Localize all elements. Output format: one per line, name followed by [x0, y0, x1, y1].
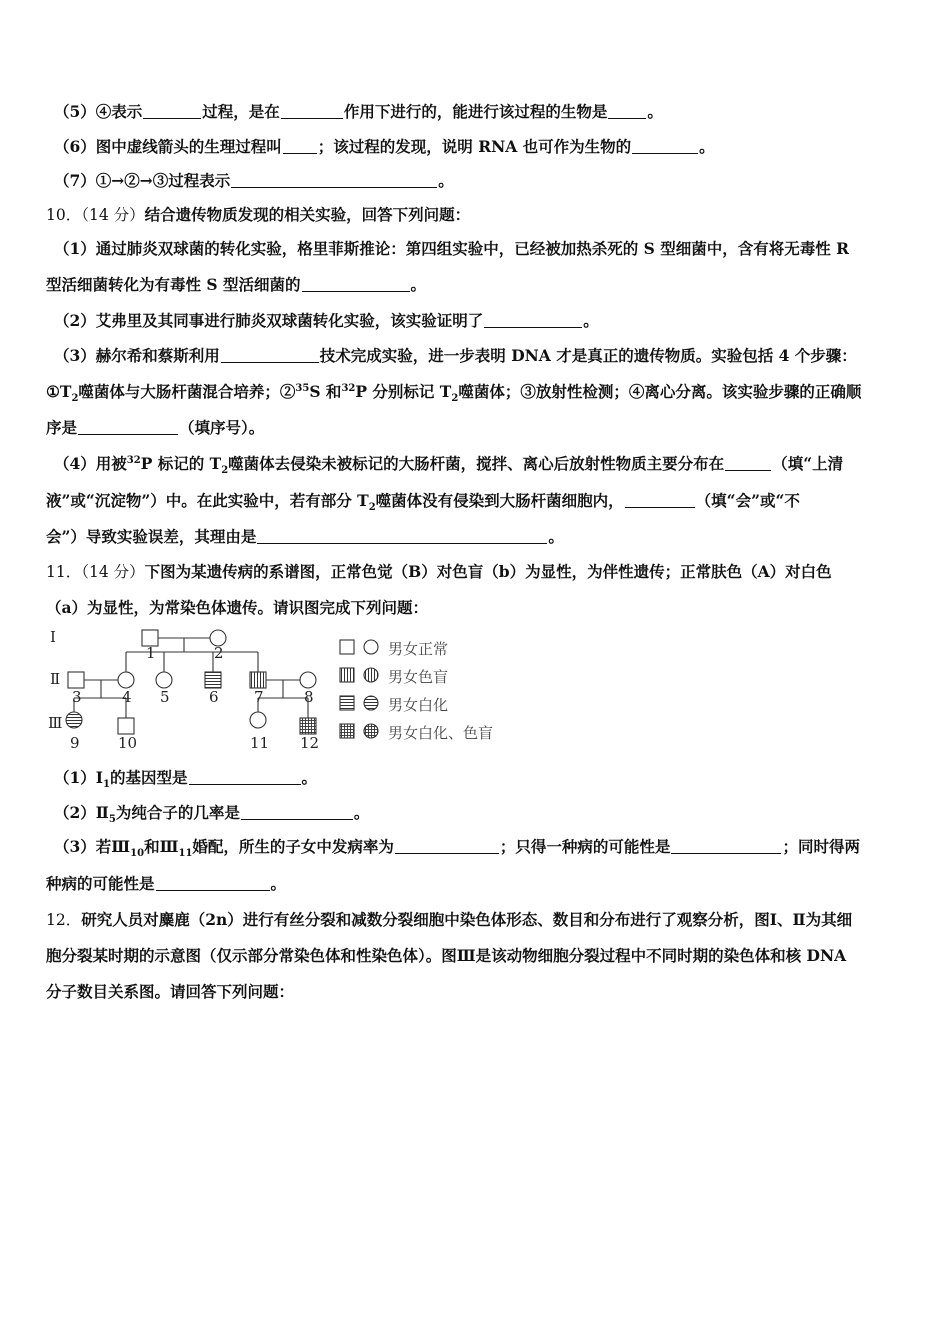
legend-colorblind-female-symbol: [364, 668, 378, 682]
answer-blank: [632, 139, 698, 154]
answer-blank: [78, 420, 178, 435]
answer-blank: [283, 139, 317, 154]
question-text: 结合遗传物质发现的相关实验，回答下列问题：: [144, 205, 471, 224]
text: 。: [699, 137, 715, 156]
text: 技术完成实验，进一步表明 DNA 才是真正的遗传物质。实验包括 4 个步骤：: [319, 346, 857, 365]
text: S 和: [309, 382, 342, 401]
question-text: 研究人员对麋鹿（2n）进行有丝分裂和减数分裂细胞中染色体形态、数目和分布进行了观察分析，图Ⅰ、Ⅱ为其细: [81, 910, 853, 929]
q10-part4-line2: [46, 491, 906, 514]
generation-label-3: Ⅲ: [48, 714, 63, 732]
text: P 分别标记 T: [355, 382, 452, 401]
individual-number-7: 7: [254, 688, 264, 706]
answer-blank: [625, 493, 695, 508]
text: （7）①→②→③过程表示: [54, 171, 231, 190]
q10-part3-line2: [46, 382, 906, 405]
q11-part2: [54, 803, 914, 826]
answer-blank: [156, 876, 270, 891]
superscript: 35: [295, 382, 310, 394]
text: 胞分裂某时期的示意图（仅示部分常染色体和性染色体）。图Ⅲ是该动物细胞分裂过程中不同时期的染色体和核 DNA: [46, 946, 847, 965]
question-number: 10．: [46, 206, 82, 224]
answer-blank: [484, 313, 582, 328]
text: （4）用被: [54, 454, 127, 473]
individual-number-8: 8: [304, 688, 314, 706]
text: 。: [353, 803, 370, 822]
text: ①T: [46, 382, 72, 401]
text: （a）为显性，为常染色体遗传。请识图完成下列问题：: [46, 598, 429, 617]
q12-line2: [46, 946, 906, 966]
q11-part3-line1: [54, 837, 914, 860]
subscript: 2: [368, 502, 376, 514]
answer-blank: [281, 104, 343, 119]
individual-4-female-normal: [118, 672, 134, 688]
legend-albino-male-symbol: [340, 696, 354, 710]
answer-blank: [395, 839, 499, 854]
individual-number-1: 1: [146, 644, 156, 662]
text: 会”）导致实验误差，其理由是: [46, 527, 257, 546]
text: （2）艾弗里及其同事进行肺炎双球菌转化实验，该实验证明了: [54, 311, 484, 330]
text: ；只得一种病的可能性是: [499, 837, 671, 856]
text: 噬菌体与大肠杆菌混合培养；②: [78, 382, 296, 401]
individual-6-male-albino: [205, 672, 221, 688]
legend-colorblind-male-symbol: [340, 668, 354, 682]
individual-7-male-colorblind: [250, 672, 266, 688]
pedigree-figure: [46, 626, 506, 756]
q10-part3-line1: [54, 346, 914, 366]
legend-colorblind: 男女色盲: [388, 668, 449, 686]
individual-12-male-albino-colorblind: [300, 718, 316, 734]
text: 。: [438, 171, 454, 190]
text: P 标记的 T: [140, 454, 222, 473]
individual-9-female-albino: [66, 712, 82, 728]
text: （填序号）。: [179, 418, 265, 437]
subscript: 5: [108, 814, 116, 826]
text: 。: [583, 311, 599, 330]
individual-number-6: 6: [209, 688, 219, 706]
individual-number-3: 3: [72, 688, 82, 706]
q12-line3: [46, 982, 906, 1002]
text: 。: [410, 275, 427, 294]
text: （填“会”或“不: [695, 491, 800, 510]
text: （5）④表示: [54, 102, 143, 121]
subscript: 1: [103, 779, 111, 791]
q9-part6: [54, 137, 914, 157]
q10-part3-line3: [46, 418, 906, 438]
text: （1）Ⅰ: [54, 768, 104, 787]
q11-header-line2: [46, 598, 906, 618]
generation-label-1: Ⅰ: [50, 628, 56, 646]
answer-blank: [231, 173, 437, 188]
answer-blank: [143, 104, 201, 119]
question-score: （14 分）: [81, 206, 145, 224]
legend-both-male-symbol: [340, 724, 354, 738]
legend-both-female-symbol: [364, 724, 378, 738]
answer-blank: [725, 456, 771, 471]
individual-number-11: 11: [250, 734, 270, 752]
q11-part1: [54, 768, 914, 791]
text: 种病的可能性是: [46, 874, 155, 893]
text: 型活细菌转化为有毒性 S 型活细菌的: [46, 275, 301, 294]
individual-number-12: 12: [300, 734, 320, 752]
individual-number-2: 2: [214, 644, 224, 662]
text: 的基因型是: [110, 768, 188, 787]
legend-albino: 男女白化: [388, 696, 449, 714]
individual-5-female-normal: [156, 672, 172, 688]
subscript: 2: [451, 393, 459, 405]
text: 噬菌体没有侵染到大肠杆菌细胞内，: [375, 491, 624, 510]
q12-line1: [46, 910, 906, 930]
subscript: 10: [130, 848, 145, 860]
superscript: 32: [126, 454, 141, 466]
text: 噬菌体去侵染未被标记的大肠杆菌，搅拌、离心后放射性物质主要分布在: [228, 454, 725, 473]
answer-blank: [608, 104, 646, 119]
text: 为纯合子的几率是: [115, 803, 240, 822]
q9-part5: [54, 102, 914, 122]
answer-blank: [221, 348, 319, 363]
answer-blank: [302, 277, 410, 292]
text: 序是: [46, 418, 78, 437]
text: 。: [548, 527, 564, 546]
legend-normal-male-symbol: [340, 640, 354, 654]
individual-8-female-normal: [300, 672, 316, 688]
individual-3-male-normal: [68, 672, 84, 688]
subscript: 11: [178, 848, 193, 860]
individual-number-9: 9: [70, 734, 80, 752]
individual-number-4: 4: [122, 688, 132, 706]
text: （3）赫尔希和蔡斯利用: [54, 346, 220, 365]
text: 过程，是在: [202, 102, 280, 121]
individual-10-male-normal: [118, 718, 134, 734]
q11-part3-line2: [46, 874, 906, 894]
text: 。: [301, 768, 318, 787]
question-score: （14 分）: [81, 563, 145, 581]
superscript: 32: [341, 382, 356, 394]
individual-number-5: 5: [160, 688, 170, 706]
answer-blank: [189, 770, 301, 785]
legend-albino-female-symbol: [364, 696, 378, 710]
text: 作用下进行的，能进行该过程的生物是: [343, 102, 608, 121]
answer-blank: [671, 839, 781, 854]
text: （1）通过肺炎双球菌的转化实验，格里菲斯推论：第四组实验中，已经被加热杀死的 S 型细菌中，含有将无毒性 R: [54, 239, 850, 258]
question-number: 11．: [46, 563, 82, 581]
individual-number-10: 10: [118, 734, 138, 752]
subscript: 2: [221, 465, 229, 477]
individual-11-female-normal: [250, 712, 266, 728]
text: （6）图中虚线箭头的生理过程叫: [54, 137, 282, 156]
q10-part1-line2: [46, 275, 906, 295]
text: （2）Ⅱ: [54, 803, 109, 822]
q10-part4-line3: [46, 527, 906, 547]
text: ；同时得两: [782, 837, 860, 856]
q11-header: [46, 562, 906, 582]
generation-label-2: Ⅱ: [50, 670, 61, 688]
text: 噬菌体；③放射性检测；④离心分离。该实验步骤的正确顺: [458, 382, 862, 401]
text: 分子数目关系图。请回答下列问题：: [46, 982, 295, 1001]
text: ；该过程的发现，说明 RNA 也可作为生物的: [317, 137, 632, 156]
question-text: 下图为某遗传病的系谱图，正常色觉（B）对色盲（b）为显性，为伴性遗传；正常肤色（A）对白色: [144, 562, 832, 581]
legend-albino-colorblind: 男女白化、色盲: [388, 724, 494, 742]
text: 。: [647, 102, 663, 121]
text: 和Ⅲ: [144, 837, 179, 856]
question-number: 12．: [46, 911, 82, 929]
q9-part7: [54, 171, 914, 191]
subscript: 2: [71, 393, 79, 405]
answer-blank: [257, 529, 547, 544]
q10-part4-line1: [54, 454, 914, 477]
text: （3）若Ⅲ: [54, 837, 131, 856]
legend-normal-female-symbol: [364, 640, 378, 654]
legend-normal: 男女正常: [388, 640, 449, 658]
text: （填“上清: [772, 454, 844, 473]
answer-blank: [241, 805, 353, 820]
text: 。: [270, 874, 287, 893]
q10-part1-line1: [54, 239, 914, 259]
text: 婚配，所生的子女中发病率为: [192, 837, 394, 856]
text: 液”或“沉淀物”）中。在此实验中，若有部分 T: [46, 491, 369, 510]
q10-part2: [54, 311, 914, 331]
q10-header: [46, 205, 906, 225]
